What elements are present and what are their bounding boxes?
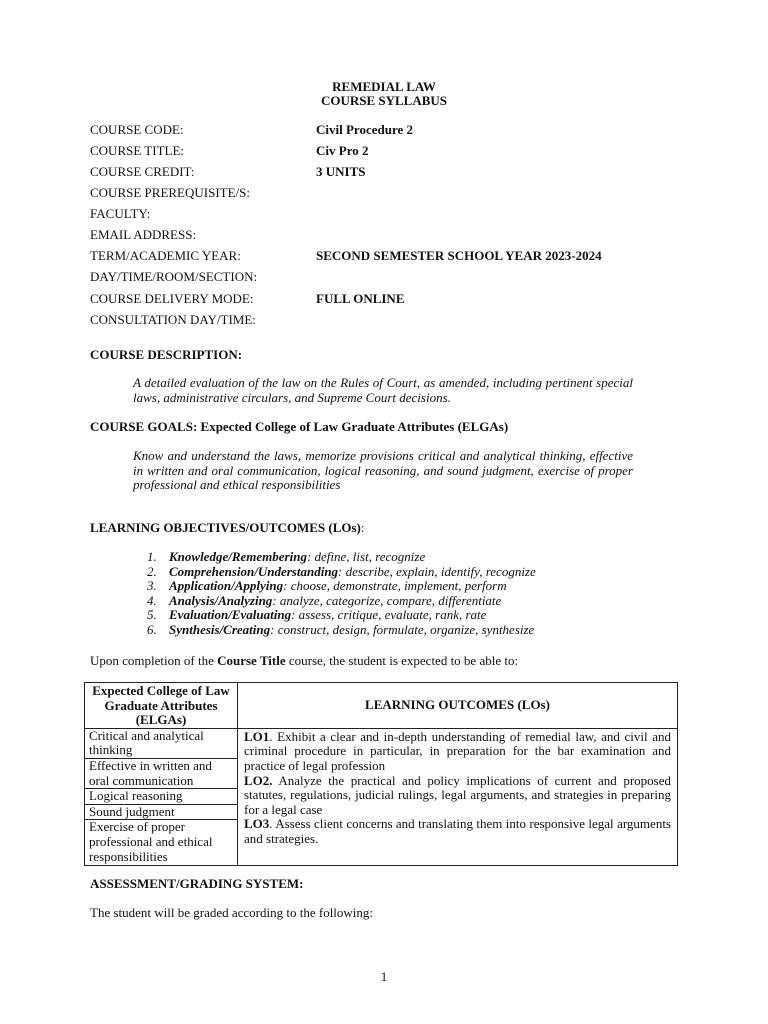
field-label-faculty: FACULTY: (90, 206, 151, 221)
learning-objectives-list (133, 550, 536, 638)
table-cell-elga: Sound judgment (85, 804, 238, 820)
field-label-email: EMAIL ADDRESS: (90, 227, 197, 242)
learning-outcome-code: LO3 (244, 816, 270, 832)
list-item-number: 3. (147, 578, 157, 594)
list-item-text: : assess, critique, evaluate, rank, rate (291, 607, 487, 623)
table-cell-elga: Logical reasoning (85, 789, 238, 805)
table-cell-elga: Effective in written and oral communication (85, 758, 238, 788)
document-subtitle: COURSE SYLLABUS (320, 93, 448, 108)
field-label-course-credit: COURSE CREDIT: (90, 164, 195, 179)
learning-outcome-code: LO1 (244, 728, 270, 744)
field-label-course-code: COURSE CODE: (90, 122, 184, 137)
completion-statement-bold: Course Title (217, 653, 286, 668)
field-value-course-code: Civil Procedure 2 (316, 122, 414, 137)
course-description-text: A detailed evaluation of the law on the Rules of Court, as amended, including pertinent special laws, administrative circulars, and Supreme Court decisions. (133, 375, 633, 405)
list-item-text: : analyze, categorize, compare, differentiate (272, 592, 502, 608)
list-item-number: 6. (147, 621, 157, 637)
list-item-term: Synthesis/Creating (169, 621, 271, 637)
table-cell-elga: Exercise of proper professional and ethical responsibilities (85, 820, 238, 866)
learning-objectives-heading (90, 520, 365, 536)
field-value-course-title: Civ Pro 2 (316, 143, 369, 158)
list-item-text: : describe, explain, identify, recognize (338, 563, 536, 579)
list-item-text: : construct, design, formulate, organize, synthesize (270, 621, 535, 637)
list-item-term: Analysis/Analyzing (169, 592, 273, 608)
learning-outcome-text: . Exhibit a clear and in-depth understanding of remedial law, and civil and criminal procedure in particular, in preparation for the bar examination and practice of legal profession (244, 728, 671, 773)
table-header-elgas: Expected College of Law Graduate Attributes (ELGAs) (85, 683, 238, 729)
learning-outcome-3 (244, 817, 671, 846)
course-description-heading: COURSE DESCRIPTION: (90, 347, 243, 362)
list-item-term: Evaluation/Evaluating (169, 607, 292, 623)
table-row (85, 728, 678, 758)
list-item-term: Comprehension/Understanding (169, 563, 339, 579)
list-item (133, 579, 536, 594)
list-item (133, 550, 536, 565)
learning-outcome-text: . Assess client concerns and translating them into responsive legal arguments and strategies. (244, 816, 671, 846)
list-item (133, 565, 536, 580)
field-value-course-credit: 3 UNITS (316, 164, 366, 179)
list-item-text: : choose, demonstrate, implement, perform (283, 578, 507, 594)
field-label-prerequisites: COURSE PREREQUISITE/S: (90, 185, 250, 200)
learning-outcome-text: Analyze the practical and policy implications of current and proposed statutes, regulations, judicial rulings, legal arguments, and strategies in preparing for a legal case (244, 772, 671, 817)
list-item-number: 1. (147, 549, 157, 564)
list-item (133, 623, 536, 638)
learning-outcome-2 (244, 774, 671, 818)
learning-outcome-code: LO2. (244, 772, 273, 788)
completion-statement-start: Upon completion of the (90, 653, 218, 668)
list-item (133, 608, 536, 623)
table-cell-elga: Critical and analytical thinking (85, 728, 238, 758)
field-value-delivery-mode: FULL ONLINE (316, 291, 405, 306)
assessment-text: The student will be graded according to the following: (90, 905, 374, 920)
table-cell-outcomes (238, 728, 678, 865)
list-item-term: Knowledge/Remembering (169, 549, 307, 564)
field-label-delivery-mode: COURSE DELIVERY MODE: (90, 291, 254, 306)
list-item-number: 4. (147, 592, 157, 608)
field-label-course-title: COURSE TITLE: (90, 143, 185, 158)
field-label-schedule: DAY/TIME/ROOM/SECTION: (90, 269, 258, 284)
learning-outcome-1 (244, 730, 671, 774)
list-item-term: Application/Applying (169, 578, 284, 594)
field-label-consultation: CONSULTATION DAY/TIME: (90, 312, 256, 327)
table-header-row (85, 683, 678, 729)
completion-statement-end: course, the student is expected to be able to: (285, 653, 519, 668)
list-item-number: 5. (147, 607, 157, 623)
elga-outcomes-table (84, 682, 678, 866)
field-label-term: TERM/ACADEMIC YEAR: (90, 248, 241, 263)
course-goals-heading: COURSE GOALS: Expected College of Law Graduate Attributes (ELGAs) (90, 419, 509, 434)
list-item-number: 2. (147, 563, 157, 579)
page-number: 1 (380, 969, 388, 984)
learning-objectives-heading-text: LEARNING OBJECTIVES/OUTCOMES (LOs) (90, 520, 361, 535)
course-goals-text: Know and understand the laws, memorize provisions critical and analytical thinking, effective in written and oral communication, logical reasoning, and sound judgment, exercise of proper professional and ethical responsibilities (133, 448, 633, 492)
table-header-outcomes: LEARNING OUTCOMES (LOs) (238, 683, 678, 729)
list-item (133, 594, 536, 609)
learning-objectives-heading-colon: : (360, 520, 365, 535)
list-item-text: : define, list, recognize (306, 549, 426, 564)
assessment-heading: ASSESSMENT/GRADING SYSTEM: (90, 876, 304, 891)
completion-statement (90, 653, 518, 669)
document-title: REMEDIAL LAW (332, 79, 436, 94)
field-value-term: SECOND SEMESTER SCHOOL YEAR 2023-2024 (316, 248, 602, 263)
